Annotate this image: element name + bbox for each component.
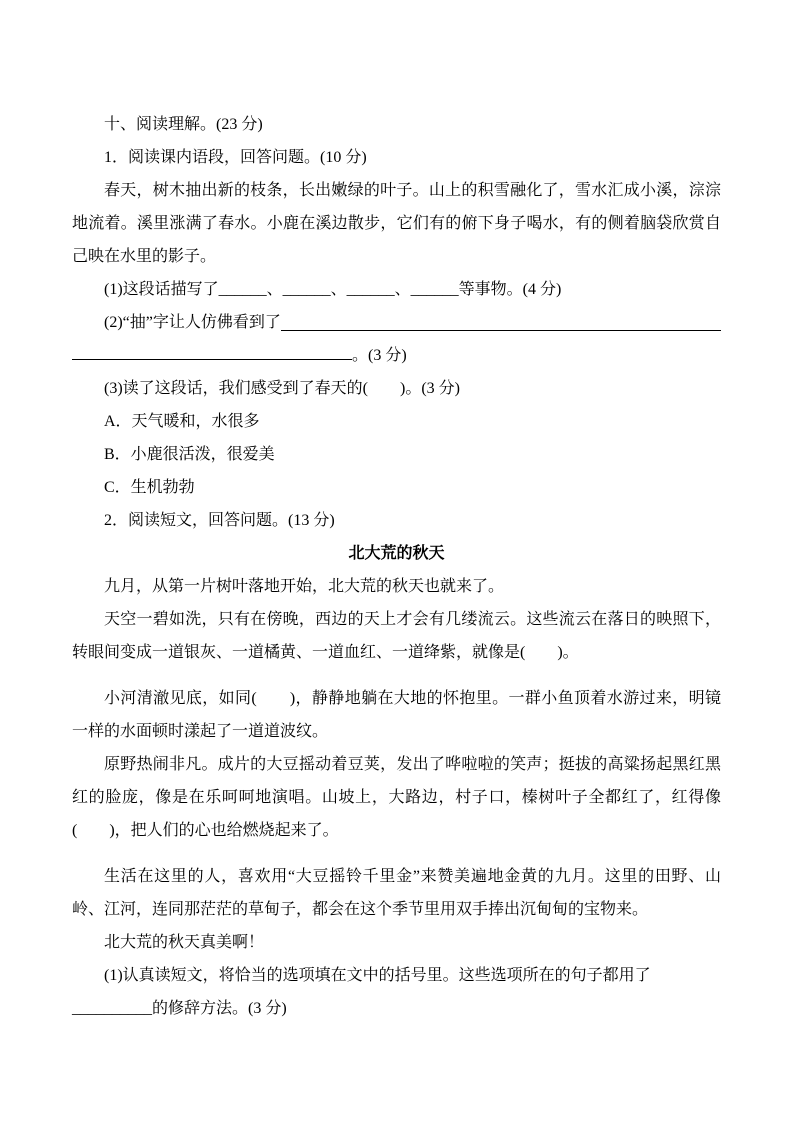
q1-passage: 春天，树木抽出新的枝条，长出嫩绿的叶子。山上的积雪融化了，雪水汇成小溪，淙淙地流着。溪里涨满了春水。小鹿在溪边散步，它们有的俯下身子喝水，有的侧着脑袋欣赏自己映在水里的影子。 xyxy=(72,182,721,265)
q1-sub2-line1 xyxy=(72,306,721,339)
q1-sub3: (3)读了这段话，我们感受到了春天的( )。(3 分) xyxy=(104,380,460,397)
q2-para-1: 九月，从第一片树叶落地开始，北大荒的秋天也就来了。 xyxy=(104,578,505,595)
q1-option-a: A．天气暖和，水很多 xyxy=(104,413,260,430)
answer-blank-line xyxy=(281,306,721,331)
q2-para-6: 北大荒的秋天真美啊！ xyxy=(104,934,265,951)
q2-heading: 2．阅读短文，回答问题。(13 分) xyxy=(104,512,335,529)
section-heading: 十、阅读理解。(23 分) xyxy=(104,116,263,133)
q1-option-c: C．生机勃勃 xyxy=(104,479,195,496)
q1-sub2-line2 xyxy=(72,339,721,372)
q2-sub1-line1: (1)认真读短文，将恰当的选项填在文中的括号里。这些选项所在的句子都用了 xyxy=(104,967,651,984)
q1-option-b: B．小鹿很活泼，很爱美 xyxy=(104,446,275,463)
q1-sub2-suffix: 。(3 分) xyxy=(352,347,407,364)
answer-blank-line xyxy=(72,359,352,360)
q1-sub1: (1)这段话描写了______、______、______、______等事物。(4 分) xyxy=(104,281,562,298)
q2-para-4: 原野热闹非凡。成片的大豆摇动着豆荚，发出了哗啦啦的笑声；挺拔的高粱扬起黑红黑红的脸庞，像是在乐呵呵地演唱。山坡上，大路边，村子口，榛树叶子全都红了，红得像( )，把人们的心也给燃烧起来了。 xyxy=(72,756,721,839)
passage-title: 北大荒的秋天 xyxy=(348,545,445,562)
q2-para-3: 小河清澈见底，如同( )，静静地躺在大地的怀抱里。一群小鱼顶着水游过来，明镜一样的水面顿时漾起了一道道波纹。 xyxy=(72,690,721,740)
q2-para-5: 生活在这里的人，喜欢用“大豆摇铃千里金”来赞美遍地金黄的九月。这里的田野、山岭、江河，连同那茫茫的草甸子，都会在这个季节里用双手捧出沉甸甸的宝物来。 xyxy=(72,868,721,918)
q2-para-2: 天空一碧如洗，只有在傍晚，西边的天上才会有几缕流云。这些流云在落日的映照下，转眼间变成一道银灰、一道橘黄、一道血红、一道绛紫，就像是( )。 xyxy=(72,611,721,661)
q1-sub2-prefix: (2)“抽”字让人仿佛看到了 xyxy=(104,314,281,331)
q1-heading: 1．阅读课内语段，回答问题。(10 分) xyxy=(104,149,367,166)
q2-sub1-line2: __________的修辞方法。(3 分) xyxy=(72,1000,287,1017)
